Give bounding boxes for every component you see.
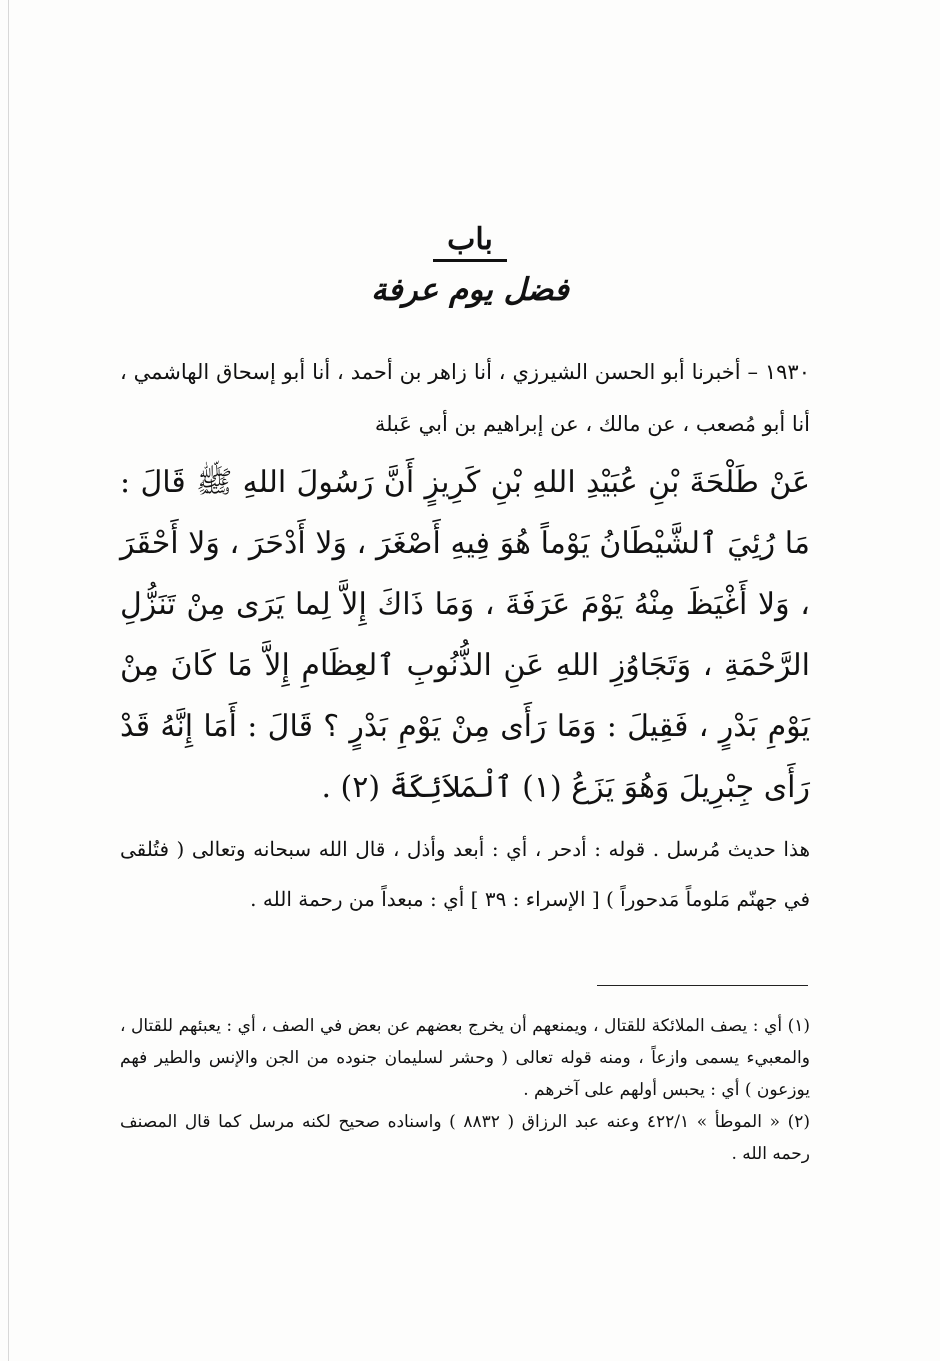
commentary: [120, 824, 810, 924]
footnote-2: (٢) « الموطأ » ٤٢٢/١ وعنه عبد الرزاق ( ٨٨٣٢ ) واسناده صحيح لكنه مرسل كما قال المصنف رحمه الله .: [120, 1112, 811, 1164]
commentary-text: هذا حديث مُرسل . قوله : أدحر ، أي : أبعد وأذل ، قال الله سبحانه وتعالى ( فتُلقى في جهنّم مَلوماً مَدحوراً ) [ الإسراء : ٣٩ ] أي : مبعداً من رحمة الله .: [120, 837, 810, 911]
isnad-text: ١٩٣٠ – أخبرنا أبو الحسن الشيرزي ، أنا زاهر بن أحمد ، أنا أبو إسحاق الهاشمي ، أنا أبو مُصعب ، عن مالك ، عن إبراهيم بن أبي عَبلة: [120, 360, 810, 436]
footnote-separator: [597, 985, 808, 986]
hadith-matn: [120, 452, 810, 818]
footnotes: [120, 1010, 810, 1170]
chapter-title: فضل يوم عرفة: [371, 272, 569, 308]
scan-edge-line: [8, 0, 9, 1361]
hadith-isnad: [120, 346, 810, 450]
matn-text: عَنْ طَلْحَةَ بْنِ عُبَيْدِ اللهِ بْنِ كَرِيزٍ أَنَّ رَسُولَ اللهِ ﷺ قَالَ : مَا رُئِيَ ٱلشَّيْطَانُ يَوْماً هُوَ فِيهِ أَصْغَرَ ، وَلا أَدْحَرَ ، وَلا أَحْقَرَ ، وَلا أَغْيَظَ مِنْهُ يَوْمَ عَرَفَةَ ، وَمَا ذَاكَ إِلاَّ لِما يَرَى مِنْ تَنَزُّلِ الرَّحْمَةِ ، وَتَجَاوُزِ اللهِ عَنِ الذُّنُوبِ ٱلعِظَامِ إِلاَّ مَا كَانَ مِنْ يَوْمِ بَدْرٍ ، فَقِيلَ : وَمَا رَأَى مِنْ يَوْمِ بَدْرٍ ؟ قَالَ : أَمَا إِنَّهُ قَدْ رَأَى جِبْرِيلَ وَهُوَ يَزَعُ (١) ٱلْمَلاَئِكَةَ (٢) .: [120, 465, 810, 805]
footnote-1: (١) أي : يصف الملائكة للقتال ، ويمنعهم أن يخرج بعضهم عن بعض في الصف ، أي : يعبئهم للقتال ، والمعبيء يسمى وازعاً ، ومنه قوله تعالى ( وحشر لسليمان جنوده من الجن والإنس والطير فهم يوزعون ) أي : يحبس أولهم على آخرهم .: [120, 1016, 810, 1100]
chapter-label: باب: [433, 222, 507, 262]
chapter-heading: [0, 222, 940, 262]
